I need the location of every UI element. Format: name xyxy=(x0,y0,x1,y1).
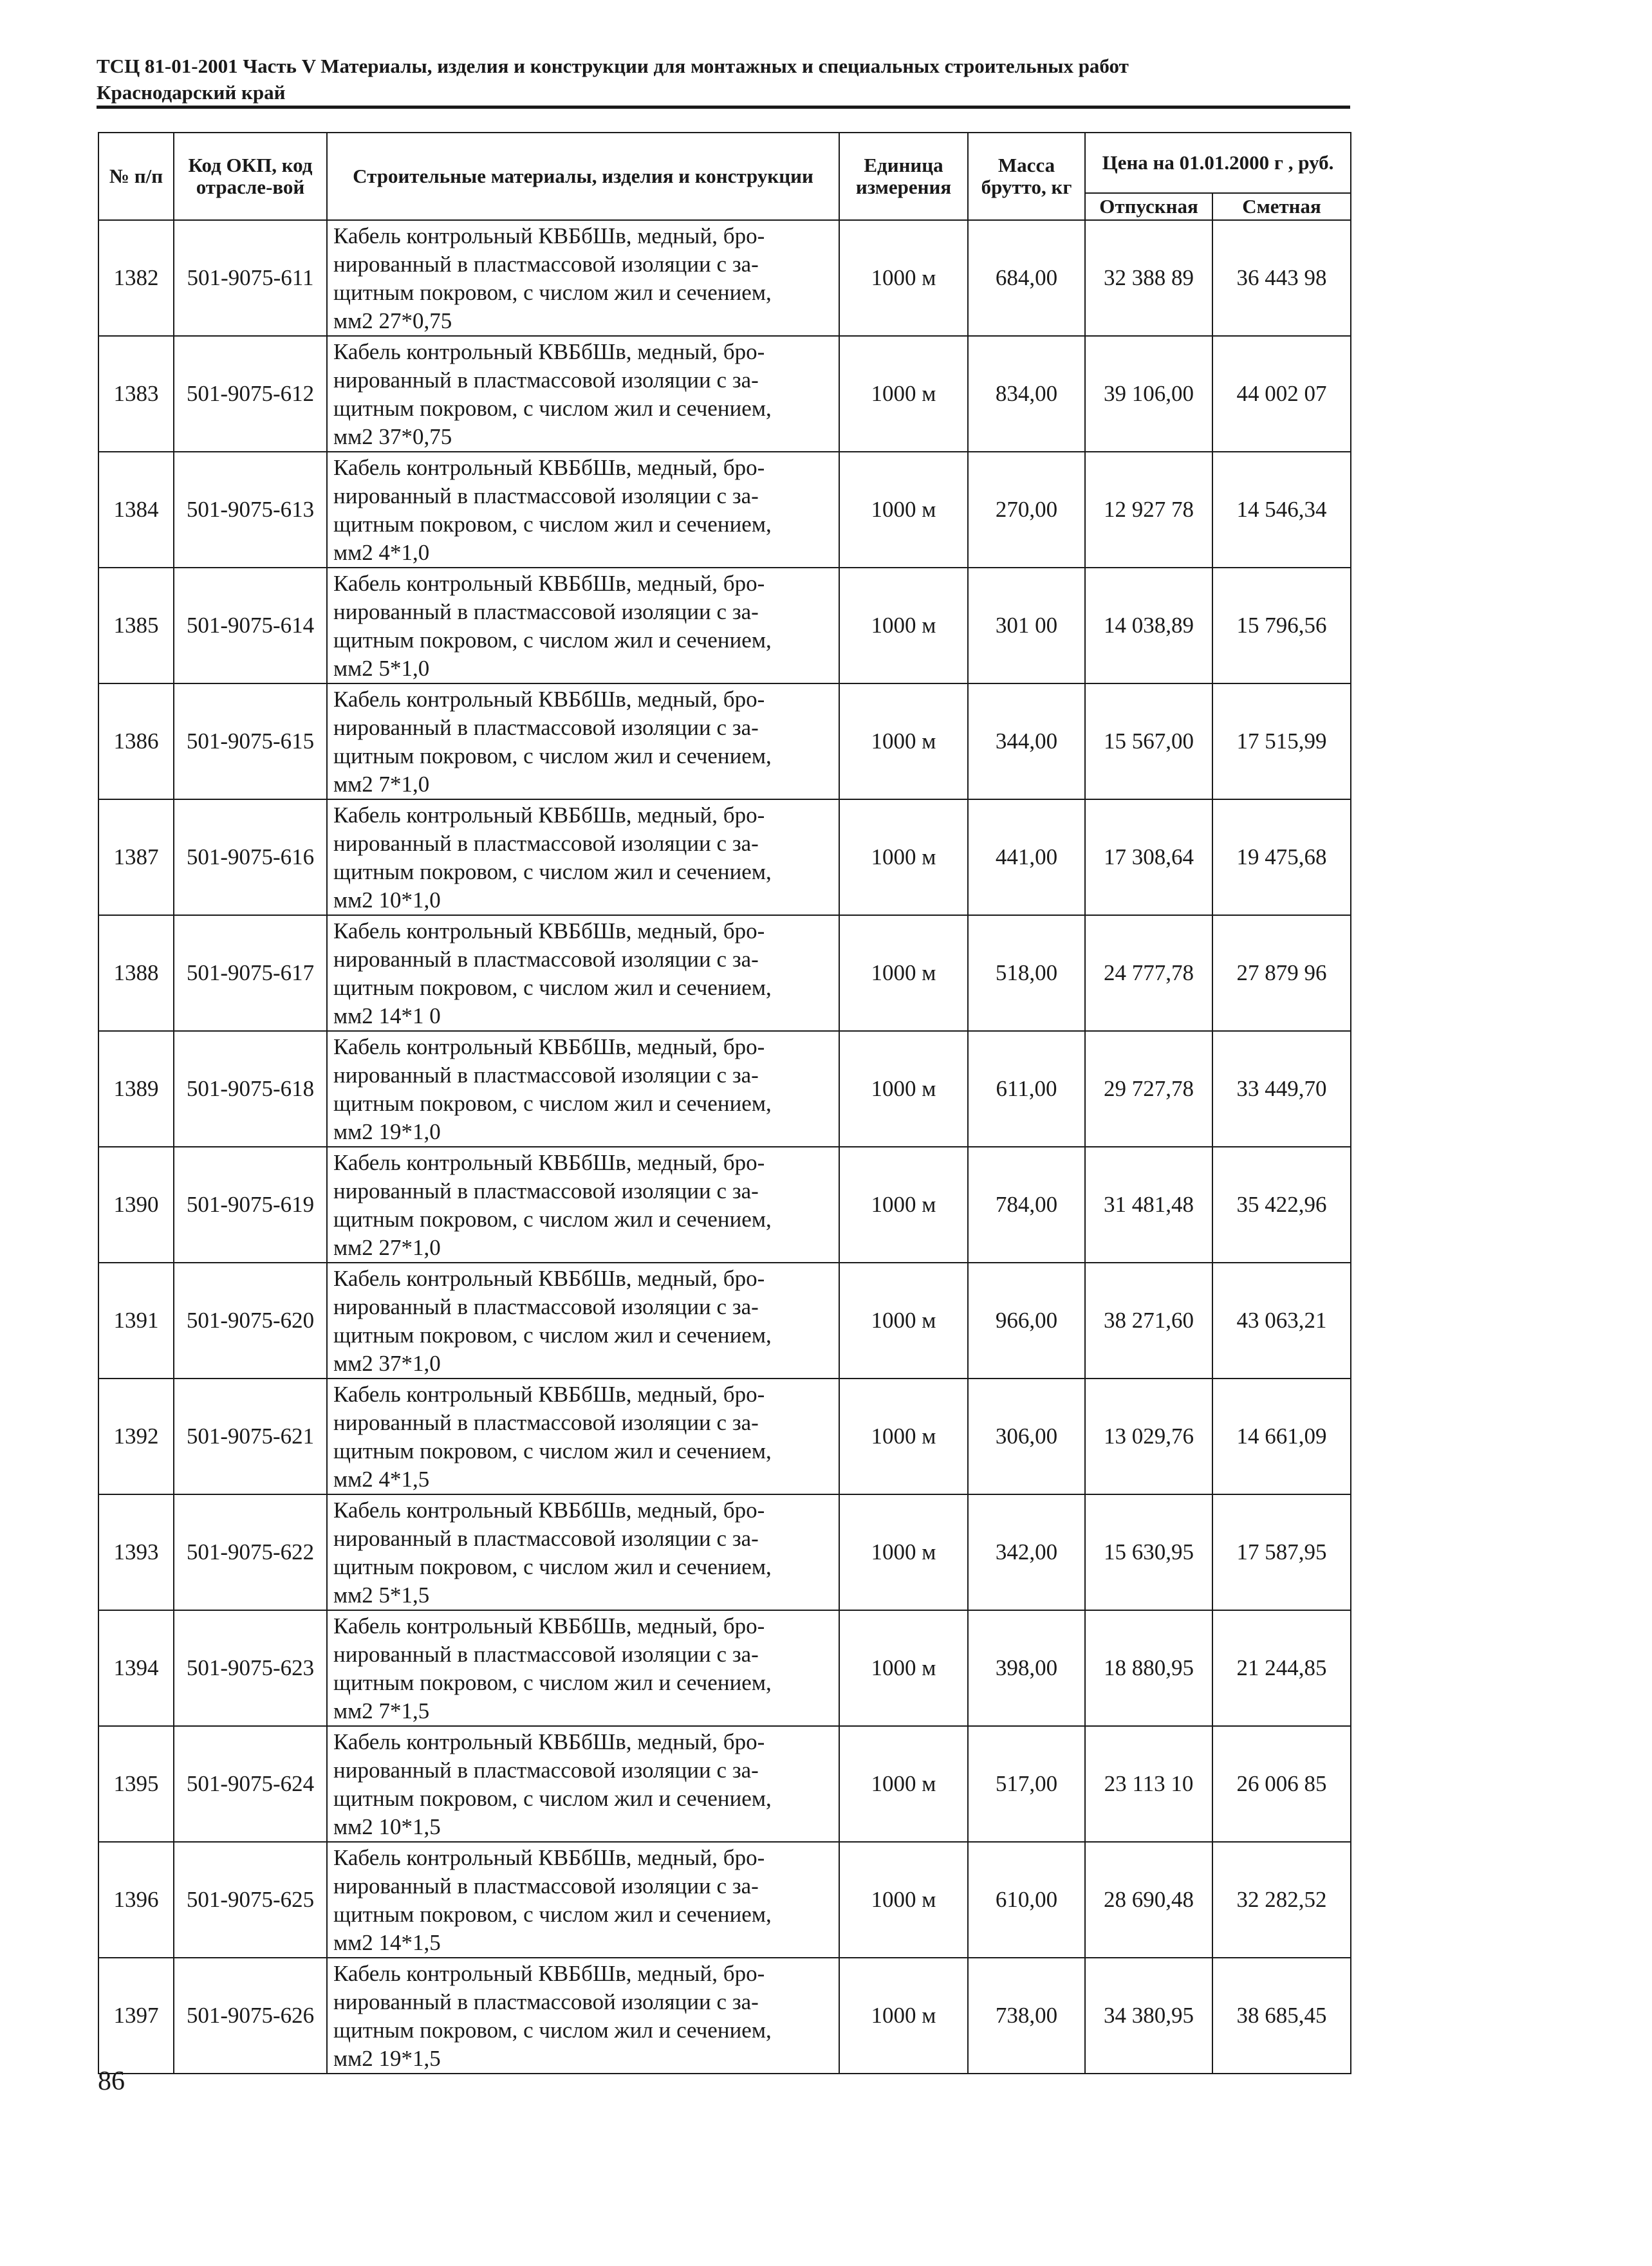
description-line: мм2 19*1,0 xyxy=(333,1119,441,1144)
col-header-price-release: Отпускная xyxy=(1085,193,1212,220)
row-code-cell: 501-9075-615 xyxy=(174,683,327,799)
row-code-cell: 501-9075-611 xyxy=(174,220,327,336)
row-mass-cell: 784,00 xyxy=(968,1147,1085,1263)
col-header-price-estimate: Сметная xyxy=(1212,193,1351,220)
row-unit-cell: 1000 м xyxy=(839,220,968,336)
header-divider xyxy=(97,106,1350,109)
row-price-release-cell: 18 880,95 xyxy=(1085,1610,1212,1726)
row-num-cell: 1394 xyxy=(98,1610,174,1726)
row-code-cell: 501-9075-626 xyxy=(174,1958,327,2074)
row-mass-cell: 966,00 xyxy=(968,1263,1085,1379)
row-description-cell xyxy=(327,1494,839,1610)
row-num-cell: 1393 xyxy=(98,1494,174,1610)
table-row xyxy=(98,568,1351,683)
row-price-estimate-cell: 21 244,85 xyxy=(1212,1610,1351,1726)
col-header-unit: Единица измерения xyxy=(839,133,968,220)
table-header xyxy=(98,133,1351,220)
row-price-estimate-cell: 14 661,09 xyxy=(1212,1379,1351,1494)
description-line: Кабель контрольный КВБбШв, медный, бро- xyxy=(333,339,765,364)
description-line: щитным покровом, с числом жил и сечением, xyxy=(333,396,772,421)
description-line: мм2 14*1,5 xyxy=(333,1930,441,1955)
row-num-cell: 1396 xyxy=(98,1842,174,1958)
row-description-cell xyxy=(327,1147,839,1263)
col-header-price-group: Цена на 01.01.2000 г , руб. xyxy=(1085,133,1351,193)
row-mass-cell: 684,00 xyxy=(968,220,1085,336)
row-unit-cell: 1000 м xyxy=(839,1031,968,1147)
table-row xyxy=(98,336,1351,452)
page-header xyxy=(97,53,1255,106)
table-row xyxy=(98,1147,1351,1263)
row-num-cell: 1390 xyxy=(98,1147,174,1263)
row-num-cell: 1386 xyxy=(98,683,174,799)
row-description-cell xyxy=(327,915,839,1031)
row-unit-cell: 1000 м xyxy=(839,1958,968,2074)
row-mass-cell: 610,00 xyxy=(968,1842,1085,1958)
description-line: нированный в пластмассовой изоляции с за- xyxy=(333,1294,759,1319)
row-unit-cell: 1000 м xyxy=(839,336,968,452)
row-price-estimate-cell: 26 006 85 xyxy=(1212,1726,1351,1842)
description-line: щитным покровом, с числом жил и сечением, xyxy=(333,975,772,1000)
table-row xyxy=(98,220,1351,336)
description-line: нированный в пластмассовой изоляции с за- xyxy=(333,1526,759,1551)
description-line: нированный в пластмассовой изоляции с за- xyxy=(333,1642,759,1667)
description-line: нированный в пластмассовой изоляции с за- xyxy=(333,1873,759,1899)
row-unit-cell: 1000 м xyxy=(839,1726,968,1842)
row-code-cell: 501-9075-614 xyxy=(174,568,327,683)
row-mass-cell: 344,00 xyxy=(968,683,1085,799)
row-description-cell xyxy=(327,683,839,799)
description-line: щитным покровом, с числом жил и сечением, xyxy=(333,1786,772,1811)
description-line: нированный в пластмассовой изоляции с за- xyxy=(333,715,759,740)
row-mass-cell: 301 00 xyxy=(968,568,1085,683)
col-header-code: Код ОКП, код отрасле-вой xyxy=(174,133,327,220)
row-price-release-cell: 14 038,89 xyxy=(1085,568,1212,683)
row-price-release-cell: 29 727,78 xyxy=(1085,1031,1212,1147)
row-description-cell xyxy=(327,799,839,915)
row-price-estimate-cell: 19 475,68 xyxy=(1212,799,1351,915)
description-line: мм2 19*1,5 xyxy=(333,2046,441,2071)
row-price-release-cell: 17 308,64 xyxy=(1085,799,1212,915)
row-num-cell: 1385 xyxy=(98,568,174,683)
description-line: Кабель контрольный КВБбШв, медный, бро- xyxy=(333,1266,765,1291)
row-price-estimate-cell: 35 422,96 xyxy=(1212,1147,1351,1263)
description-line: мм2 4*1,5 xyxy=(333,1467,430,1492)
row-price-release-cell: 28 690,48 xyxy=(1085,1842,1212,1958)
description-line: нированный в пластмассовой изоляции с за- xyxy=(333,1410,759,1435)
table-row xyxy=(98,799,1351,915)
row-price-release-cell: 15 630,95 xyxy=(1085,1494,1212,1610)
description-line: Кабель контрольный КВБбШв, медный, бро- xyxy=(333,455,765,480)
description-line: нированный в пластмассовой изоляции с за- xyxy=(333,599,759,624)
row-price-estimate-cell: 32 282,52 xyxy=(1212,1842,1351,1958)
row-code-cell: 501-9075-624 xyxy=(174,1726,327,1842)
col-header-num: № п/п xyxy=(98,133,174,220)
description-line: мм2 7*1,0 xyxy=(333,772,430,797)
row-unit-cell: 1000 м xyxy=(839,1263,968,1379)
col-header-name: Строительные материалы, изделия и конструкции xyxy=(327,133,839,220)
row-description-cell xyxy=(327,1263,839,1379)
description-line: Кабель контрольный КВБбШв, медный, бро- xyxy=(333,687,765,712)
row-mass-cell: 518,00 xyxy=(968,915,1085,1031)
description-line: щитным покровом, с числом жил и сечением, xyxy=(333,2018,772,2043)
row-price-estimate-cell: 33 449,70 xyxy=(1212,1031,1351,1147)
description-line: щитным покровом, с числом жил и сечением, xyxy=(333,1091,772,1116)
table-row xyxy=(98,915,1351,1031)
row-mass-cell: 270,00 xyxy=(968,452,1085,568)
description-line: Кабель контрольный КВБбШв, медный, бро- xyxy=(333,1382,765,1407)
table-row xyxy=(98,452,1351,568)
description-line: мм2 10*1,5 xyxy=(333,1814,441,1839)
row-unit-cell: 1000 м xyxy=(839,915,968,1031)
row-num-cell: 1387 xyxy=(98,799,174,915)
row-num-cell: 1384 xyxy=(98,452,174,568)
description-line: мм2 27*0,75 xyxy=(333,308,452,333)
row-price-estimate-cell: 27 879 96 xyxy=(1212,915,1351,1031)
row-unit-cell: 1000 м xyxy=(839,1379,968,1494)
row-code-cell: 501-9075-612 xyxy=(174,336,327,452)
row-code-cell: 501-9075-622 xyxy=(174,1494,327,1610)
row-mass-cell: 834,00 xyxy=(968,336,1085,452)
row-price-estimate-cell: 44 002 07 xyxy=(1212,336,1351,452)
description-line: Кабель контрольный КВБбШв, медный, бро- xyxy=(333,223,765,248)
row-code-cell: 501-9075-623 xyxy=(174,1610,327,1726)
description-line: щитным покровом, с числом жил и сечением, xyxy=(333,1670,772,1695)
description-line: мм2 5*1,0 xyxy=(333,656,430,681)
row-price-release-cell: 12 927 78 xyxy=(1085,452,1212,568)
row-mass-cell: 517,00 xyxy=(968,1726,1085,1842)
table-row xyxy=(98,1726,1351,1842)
row-price-release-cell: 39 106,00 xyxy=(1085,336,1212,452)
description-line: нированный в пластмассовой изоляции с за- xyxy=(333,831,759,856)
row-description-cell xyxy=(327,1726,839,1842)
description-line: щитным покровом, с числом жил и сечением, xyxy=(333,1323,772,1348)
table-row xyxy=(98,1958,1351,2074)
row-price-estimate-cell: 14 546,34 xyxy=(1212,452,1351,568)
row-price-release-cell: 13 029,76 xyxy=(1085,1379,1212,1494)
description-line: щитным покровом, с числом жил и сечением, xyxy=(333,512,772,537)
table-row xyxy=(98,1031,1351,1147)
row-mass-cell: 738,00 xyxy=(968,1958,1085,2074)
row-description-cell xyxy=(327,220,839,336)
description-line: щитным покровом, с числом жил и сечением, xyxy=(333,1438,772,1463)
description-line: щитным покровом, с числом жил и сечением, xyxy=(333,1207,772,1232)
description-line: Кабель контрольный КВБбШв, медный, бро- xyxy=(333,1729,765,1754)
row-code-cell: 501-9075-618 xyxy=(174,1031,327,1147)
row-num-cell: 1392 xyxy=(98,1379,174,1494)
row-unit-cell: 1000 м xyxy=(839,799,968,915)
row-unit-cell: 1000 м xyxy=(839,568,968,683)
row-price-estimate-cell: 38 685,45 xyxy=(1212,1958,1351,2074)
row-price-release-cell: 38 271,60 xyxy=(1085,1263,1212,1379)
row-price-estimate-cell: 15 796,56 xyxy=(1212,568,1351,683)
description-line: Кабель контрольный КВБбШв, медный, бро- xyxy=(333,803,765,828)
description-line: Кабель контрольный КВБбШв, медный, бро- xyxy=(333,1150,765,1175)
description-line: нированный в пластмассовой изоляции с за- xyxy=(333,1063,759,1088)
row-description-cell xyxy=(327,1610,839,1726)
row-num-cell: 1388 xyxy=(98,915,174,1031)
description-line: щитным покровом, с числом жил и сечением, xyxy=(333,859,772,884)
row-code-cell: 501-9075-621 xyxy=(174,1379,327,1494)
row-price-release-cell: 15 567,00 xyxy=(1085,683,1212,799)
description-line: Кабель контрольный КВБбШв, медный, бро- xyxy=(333,1034,765,1059)
row-code-cell: 501-9075-625 xyxy=(174,1842,327,1958)
description-line: нированный в пластмассовой изоляции с за- xyxy=(333,1989,759,2014)
row-price-estimate-cell: 43 063,21 xyxy=(1212,1263,1351,1379)
description-line: мм2 4*1,0 xyxy=(333,540,430,565)
description-line: щитным покровом, с числом жил и сечением, xyxy=(333,1554,772,1579)
row-description-cell xyxy=(327,568,839,683)
description-line: Кабель контрольный КВБбШв, медный, бро- xyxy=(333,1498,765,1523)
table-body xyxy=(98,220,1351,2074)
row-unit-cell: 1000 м xyxy=(839,1147,968,1263)
row-num-cell: 1397 xyxy=(98,1958,174,2074)
description-line: щитным покровом, с числом жил и сечением, xyxy=(333,743,772,768)
description-line: нированный в пластмассовой изоляции с за- xyxy=(333,367,759,393)
table-row xyxy=(98,1263,1351,1379)
row-price-estimate-cell: 17 587,95 xyxy=(1212,1494,1351,1610)
description-line: мм2 5*1,5 xyxy=(333,1583,430,1608)
row-mass-cell: 306,00 xyxy=(968,1379,1085,1494)
row-price-release-cell: 24 777,78 xyxy=(1085,915,1212,1031)
table-row xyxy=(98,1379,1351,1494)
row-price-release-cell: 32 388 89 xyxy=(1085,220,1212,336)
row-description-cell xyxy=(327,1958,839,2074)
row-price-estimate-cell: 17 515,99 xyxy=(1212,683,1351,799)
row-price-estimate-cell: 36 443 98 xyxy=(1212,220,1351,336)
row-code-cell: 501-9075-613 xyxy=(174,452,327,568)
description-line: Кабель контрольный КВБбШв, медный, бро- xyxy=(333,1845,765,1870)
row-unit-cell: 1000 м xyxy=(839,1610,968,1726)
row-unit-cell: 1000 м xyxy=(839,1494,968,1610)
row-description-cell xyxy=(327,336,839,452)
description-line: нированный в пластмассовой изоляции с за- xyxy=(333,947,759,972)
row-price-release-cell: 34 380,95 xyxy=(1085,1958,1212,2074)
description-line: щитным покровом, с числом жил и сечением, xyxy=(333,280,772,305)
row-description-cell xyxy=(327,1031,839,1147)
description-line: мм2 14*1 0 xyxy=(333,1003,441,1028)
row-code-cell: 501-9075-617 xyxy=(174,915,327,1031)
row-num-cell: 1383 xyxy=(98,336,174,452)
row-description-cell xyxy=(327,452,839,568)
row-mass-cell: 441,00 xyxy=(968,799,1085,915)
header-region: Краснодарский край xyxy=(97,81,286,104)
description-line: щитным покровом, с числом жил и сечением, xyxy=(333,627,772,653)
row-price-release-cell: 23 113 10 xyxy=(1085,1726,1212,1842)
row-unit-cell: 1000 м xyxy=(839,452,968,568)
table-row xyxy=(98,1842,1351,1958)
description-line: нированный в пластмассовой изоляции с за- xyxy=(333,1758,759,1783)
row-num-cell: 1391 xyxy=(98,1263,174,1379)
description-line: щитным покровом, с числом жил и сечением, xyxy=(333,1902,772,1927)
table-row xyxy=(98,1610,1351,1726)
table-row xyxy=(98,683,1351,799)
description-line: мм2 37*1,0 xyxy=(333,1351,441,1376)
row-price-release-cell: 31 481,48 xyxy=(1085,1147,1212,1263)
row-code-cell: 501-9075-620 xyxy=(174,1263,327,1379)
description-line: мм2 10*1,0 xyxy=(333,887,441,913)
header-title: ТСЦ 81-01-2001 Часть V Материалы, изделия и конструкции для монтажных и специальных строительных работ xyxy=(97,55,1129,77)
description-line: нированный в пластмассовой изоляции с за- xyxy=(333,1178,759,1203)
description-line: Кабель контрольный КВБбШв, медный, бро- xyxy=(333,918,765,943)
description-line: нированный в пластмассовой изоляции с за- xyxy=(333,252,759,277)
row-num-cell: 1395 xyxy=(98,1726,174,1842)
table-row xyxy=(98,1494,1351,1610)
row-mass-cell: 342,00 xyxy=(968,1494,1085,1610)
description-line: мм2 7*1,5 xyxy=(333,1698,430,1723)
row-mass-cell: 611,00 xyxy=(968,1031,1085,1147)
row-unit-cell: 1000 м xyxy=(839,1842,968,1958)
description-line: мм2 27*1,0 xyxy=(333,1235,441,1260)
row-description-cell xyxy=(327,1842,839,1958)
description-line: Кабель контрольный КВБбШв, медный, бро- xyxy=(333,1961,765,1986)
row-num-cell: 1389 xyxy=(98,1031,174,1147)
description-line: Кабель контрольный КВБбШв, медный, бро- xyxy=(333,571,765,596)
description-line: Кабель контрольный КВБбШв, медный, бро- xyxy=(333,1613,765,1639)
price-table xyxy=(98,132,1351,2074)
page-number: 86 xyxy=(98,2066,125,2096)
description-line: мм2 37*0,75 xyxy=(333,424,452,449)
row-unit-cell: 1000 м xyxy=(839,683,968,799)
row-description-cell xyxy=(327,1379,839,1494)
row-mass-cell: 398,00 xyxy=(968,1610,1085,1726)
description-line: нированный в пластмассовой изоляции с за- xyxy=(333,483,759,508)
col-header-mass: Масса брутто, кг xyxy=(968,133,1085,220)
row-code-cell: 501-9075-616 xyxy=(174,799,327,915)
row-num-cell: 1382 xyxy=(98,220,174,336)
row-code-cell: 501-9075-619 xyxy=(174,1147,327,1263)
